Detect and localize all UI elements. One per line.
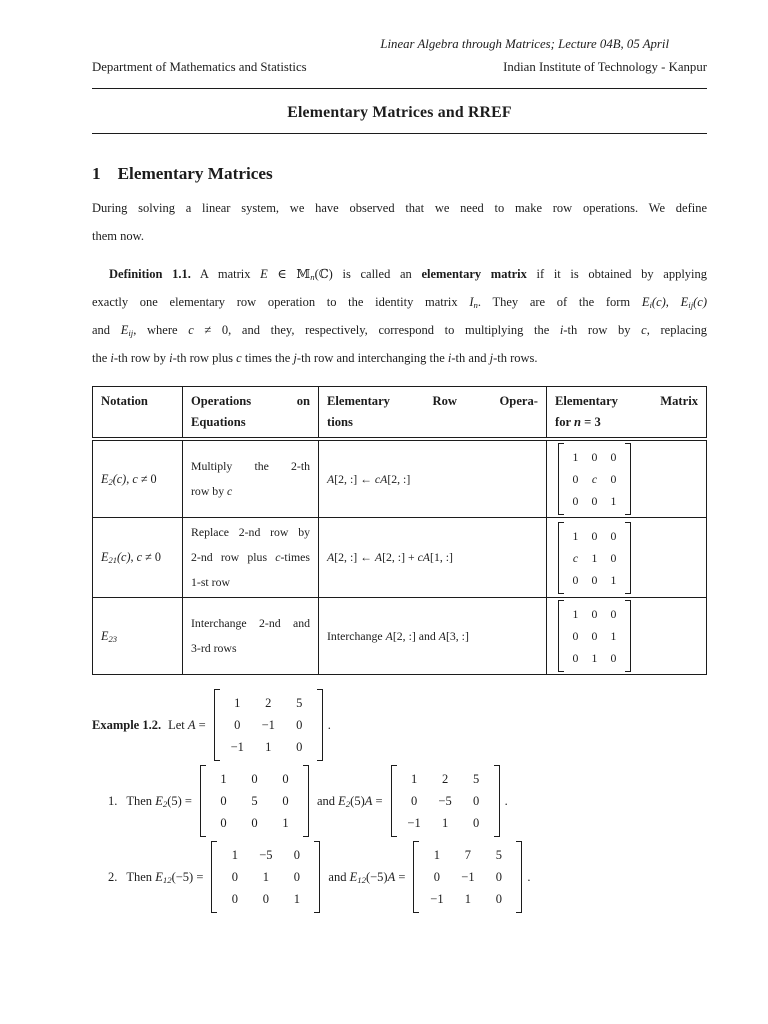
header-line: Elementary Matrix	[555, 394, 698, 408]
matrix-E2-5: 1 0 0 0 5 0 0 0 1	[200, 765, 309, 837]
notation-cell	[93, 518, 183, 598]
matrix-cell	[547, 518, 707, 598]
header-line: Notation	[101, 394, 148, 408]
document-title: Elementary Matrices and RREF	[287, 104, 512, 121]
definition-line: exactly one elementary row operation to the identity matrix $I_n$. They are of the form $E_i(c)$, $E_{ij}(c)$	[92, 295, 708, 311]
operation-cell	[183, 518, 319, 598]
matrix-A: 1 2 5 0 −1 0 −1 1 0	[214, 689, 323, 761]
row-operation-text: A[2, :] ← A[2, :] + cA[1, :]	[327, 550, 453, 564]
matrix-E2-5-A: 1 2 5 0 −5 0 −1 1 0	[391, 765, 500, 837]
matrix-cell	[547, 439, 707, 518]
notation-text: $E_{21}(c)$, c ≠ 0	[101, 550, 161, 566]
notation-text: $E_2(c)$, c ≠ 0	[101, 471, 157, 487]
table-row	[93, 598, 707, 675]
matrix-E12-neg5: 1 −5 0 0 1 0 0 0 1	[211, 841, 320, 913]
matrix: 1 0 0 0 c 0 0 0 1	[558, 443, 631, 515]
matrix-E12-neg5-A: 1 7 5 0 −1 0 −1 1 0	[413, 841, 522, 913]
elementary-matrices-table	[92, 386, 707, 675]
section-title: Elementary Matrices	[117, 164, 273, 183]
item-period: .	[527, 869, 531, 884]
section-number: 1	[92, 164, 101, 183]
row-operation-cell	[319, 439, 547, 518]
col-header-elementary-matrix	[547, 387, 707, 440]
list-item-2	[92, 841, 707, 913]
table-row	[93, 518, 707, 598]
header-line: tions	[327, 415, 353, 429]
matrix: 1 0 0 c 1 0 0 0 1	[558, 522, 631, 594]
operation-line: Multiply the 2-th	[191, 459, 310, 473]
example-label: Example 1.2.	[92, 717, 162, 732]
header-rule	[92, 88, 707, 89]
header-line: Elementary Row Opera-	[327, 394, 538, 408]
table-header-row	[93, 387, 707, 440]
row-operation-text: Interchange A[2, :] and A[3, :]	[327, 628, 469, 643]
item-text: and $E_2(5)A$ =	[316, 793, 383, 809]
header-line: Equations	[191, 415, 246, 429]
matrix: 1 0 0 0 0 1 0 1 0	[558, 600, 631, 672]
operation-line: 3-rd rows	[191, 641, 237, 655]
example-lead-text: Let A =	[168, 717, 206, 732]
definition-paragraph	[92, 260, 707, 372]
item-number: 1.	[108, 793, 118, 808]
row-operation-text: A[2, :] ← cA[2, :]	[327, 471, 411, 486]
example-period: .	[327, 717, 331, 732]
row-operation-cell	[319, 598, 547, 675]
row-operation-cell	[319, 518, 547, 598]
item-text: Then $E_2(5)$ =	[126, 793, 192, 809]
table-row	[93, 439, 707, 518]
col-header-row-operations	[319, 387, 547, 440]
operation-line: Interchange 2-nd and	[191, 616, 310, 630]
col-header-operations	[183, 387, 319, 440]
item-text: Then $E_{12}(-5)$ =	[126, 869, 204, 885]
item-period: .	[504, 793, 508, 808]
item-number: 2.	[108, 869, 118, 884]
institute-text: Indian Institute of Technology - Kanpur	[503, 60, 707, 74]
intro-line: During solving a linear system, we have observed that we need to make row operations. We define	[92, 201, 707, 215]
intro-line: them now.	[92, 229, 144, 243]
list-item-1	[92, 765, 707, 837]
notation-cell	[93, 439, 183, 518]
operation-line: 1-st row	[191, 575, 230, 589]
definition-line: and $E_{ij}$, where c ≠ 0, and they, respectively, correspond to multiplying the i-th row by c, replacing	[92, 323, 707, 339]
item-text: and $E_{12}(-5)A$ =	[328, 869, 406, 885]
matrix-cell	[547, 598, 707, 675]
notation-cell	[93, 598, 183, 675]
intro-paragraph	[92, 194, 707, 250]
definition-line: the i-th row by i-th row plus c times the j-th row and interchanging the i-th and j-th rows.	[92, 351, 538, 365]
example-block	[92, 689, 707, 761]
operation-cell	[183, 598, 319, 675]
definition-line	[92, 260, 707, 288]
header-line: Operations on	[191, 394, 310, 408]
section-heading	[92, 162, 707, 186]
col-header-notation	[93, 387, 183, 440]
header-line: for n = 3	[555, 415, 601, 429]
operation-line: 2-nd row plus c-times	[191, 550, 310, 564]
operation-line: row by c	[191, 484, 233, 498]
notation-text: $E_{23}$	[101, 628, 117, 644]
title-rule	[92, 133, 707, 134]
operation-cell	[183, 439, 319, 518]
running-head-course: Linear Algebra through Matrices; Lecture 04B, 05 April	[380, 37, 669, 51]
operation-line: Replace 2-nd row by	[191, 525, 310, 539]
running-head-row	[92, 59, 707, 76]
department-text: Department of Mathematics and Statistics	[92, 60, 307, 74]
definition-text: A matrix E ∈ 𝕄$_n$(ℂ) is called an elementary matrix if it is obtained by applying	[190, 267, 708, 283]
definition-label: Definition 1.1.	[109, 267, 191, 281]
